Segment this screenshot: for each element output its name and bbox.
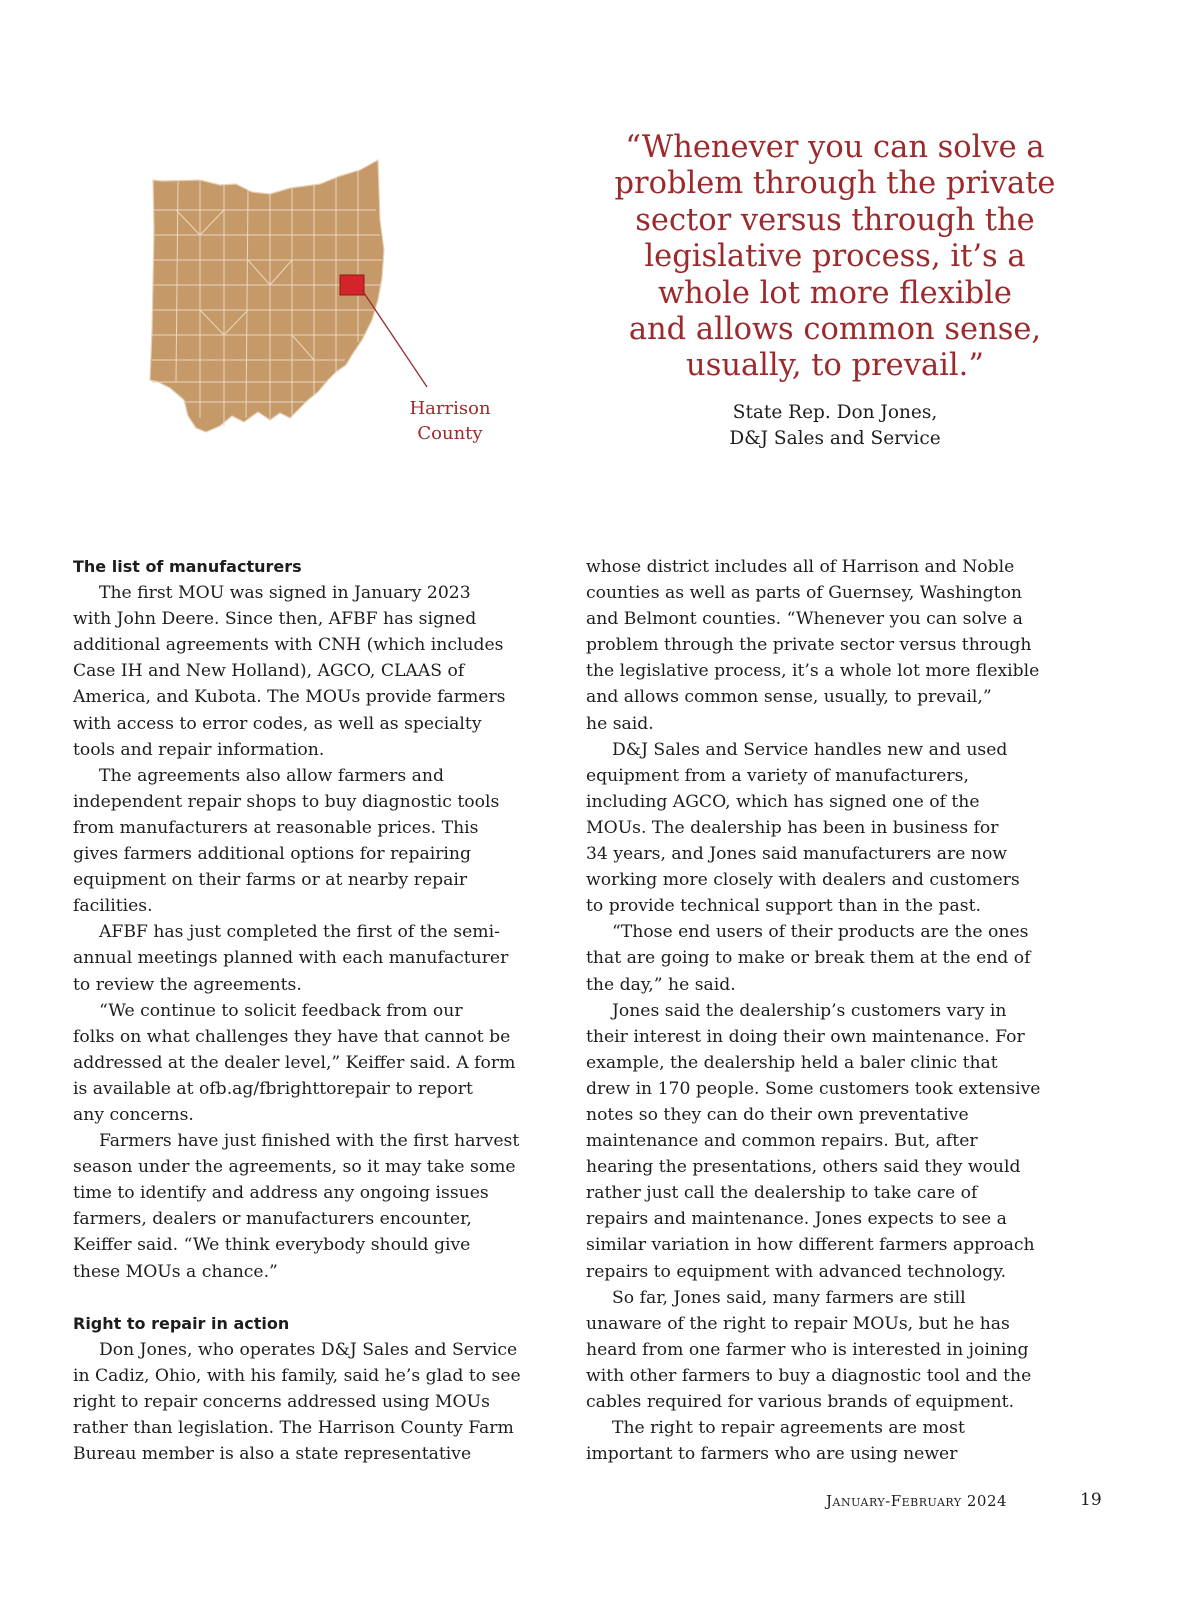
harrison-county-highlight: [340, 275, 364, 295]
body-line: repairs to equipment with advanced technology.: [586, 1261, 1007, 1282]
body-line: America, and Kubota. The MOUs provide farmers: [73, 687, 506, 708]
body-line: Don Jones, who operates D&J Sales and Service: [99, 1339, 518, 1360]
body-line: season under the agreements, so it may take some: [73, 1157, 516, 1178]
body-line: AFBF has just completed the first of the semi-: [99, 922, 500, 943]
body-line: counties as well as parts of Guernsey, Washington: [586, 583, 1023, 604]
body-line: The first MOU was signed in January 2023: [99, 583, 471, 604]
body-line: and allows common sense, usually, to prevail,”: [586, 687, 992, 708]
body-line: Keiffer said. “We think everybody should give: [73, 1235, 471, 1256]
body-line: to provide technical support than in the past.: [586, 896, 981, 917]
body-line: gives farmers additional options for repairing: [73, 844, 471, 865]
body-line: Case IH and New Holland), AGCO, CLAAS of: [73, 661, 465, 682]
section-heading: Right to repair in action: [73, 1313, 290, 1333]
pull-quote-line: usually, to prevail.”: [686, 348, 984, 384]
body-line: example, the dealership held a baler clinic that: [586, 1052, 998, 1073]
issue-date: January-February 2024: [826, 1492, 1008, 1510]
ohio-state-outline: [150, 160, 384, 432]
harrison-callout-line: [362, 290, 427, 387]
body-line: any concerns.: [73, 1104, 194, 1125]
map-label-line: County: [417, 423, 483, 444]
page-number: 19: [1080, 1490, 1102, 1510]
body-line: The right to repair agreements are most: [612, 1418, 965, 1439]
article-column-right: [586, 554, 1061, 1467]
quote-attribution: [640, 400, 1030, 452]
body-line: hearing the presentations, others said they would: [586, 1157, 1021, 1178]
body-line: working more closely with dealers and customers: [586, 870, 1020, 891]
body-line: farmers, dealers or manufacturers encounter,: [73, 1209, 472, 1230]
body-line: rather than legislation. The Harrison County Farm: [73, 1418, 514, 1439]
body-line: and Belmont counties. “Whenever you can solve a: [586, 609, 1023, 630]
pull-quote-line: whole lot more flexible: [658, 275, 1012, 311]
pull-quote: [590, 130, 1080, 385]
map-label-line: Harrison: [409, 398, 491, 419]
body-line: unaware of the right to repair MOUs, but he has: [586, 1313, 1010, 1334]
attribution-line: D&J Sales and Service: [729, 428, 941, 449]
body-line: with other farmers to buy a diagnostic tool and the: [586, 1365, 1032, 1386]
body-line: D&J Sales and Service handles new and used: [612, 739, 1008, 760]
pull-quote-line: problem through the private: [614, 166, 1056, 202]
body-line: Bureau member is also a state representative: [73, 1444, 472, 1465]
body-line: important to farmers who are using newer: [586, 1444, 958, 1465]
harrison-county-label: [390, 396, 510, 446]
body-line: these MOUs a chance.”: [73, 1261, 278, 1282]
body-line: Farmers have just finished with the first harvest: [99, 1131, 520, 1152]
body-line: right to repair concerns addressed using MOUs: [73, 1392, 490, 1412]
pull-quote-line: and allows common sense,: [628, 312, 1042, 348]
body-line: facilities.: [73, 896, 153, 917]
body-line: drew in 170 people. Some customers took extensive: [586, 1078, 1041, 1099]
body-line: addressed at the dealer level,” Keiffer said. A form: [73, 1052, 516, 1073]
body-line: their interest in doing their own maintenance. For: [586, 1026, 1025, 1047]
section-heading: The list of manufacturers: [73, 557, 302, 576]
body-line: repairs and maintenance. Jones expects to see a: [586, 1209, 1007, 1230]
body-line: folks on what challenges they have that cannot be: [73, 1026, 511, 1047]
body-line: time to identify and address any ongoing issues: [73, 1183, 489, 1204]
body-line: The agreements also allow farmers and: [99, 765, 444, 786]
body-line: is available at ofb.ag/fbrighttorepair to report: [73, 1078, 473, 1099]
body-line: rather just call the dealership to take care of: [586, 1183, 978, 1204]
article-column-left: [73, 554, 543, 1467]
body-line: “Those end users of their products are the ones: [612, 922, 1029, 943]
attribution-line: State Rep. Don Jones,: [732, 402, 938, 423]
body-line: he said.: [586, 713, 654, 734]
pull-quote-line: sector versus through the: [635, 202, 1035, 238]
body-line: tools and repair information.: [73, 739, 325, 760]
body-line: from manufacturers at reasonable prices. This: [73, 817, 479, 838]
body-line: annual meetings planned with each manufacturer: [73, 948, 509, 969]
body-line: the day,” he said.: [586, 974, 736, 995]
body-line: including AGCO, which has signed one of the: [586, 791, 980, 812]
body-line: MOUs. The dealership has been in business for: [586, 817, 999, 838]
body-line: “We continue to solicit feedback from our: [99, 1000, 463, 1021]
pull-quote-line: legislative process, it’s a: [644, 239, 1026, 275]
body-line: cables required for various brands of equipment.: [586, 1392, 1015, 1412]
paragraph-gap: [73, 1285, 543, 1311]
body-line: whose district includes all of Harrison and Noble: [586, 557, 1015, 577]
body-line: equipment on their farms or at nearby repair: [73, 870, 468, 891]
body-line: with John Deere. Since then, AFBF has signed: [73, 609, 477, 630]
body-line: So far, Jones said, many farmers are still: [612, 1287, 966, 1308]
body-line: 34 years, and Jones said manufacturers are now: [586, 844, 1008, 865]
body-line: problem through the private sector versus through: [586, 635, 1032, 656]
pull-quote-line: “Whenever you can solve a: [625, 130, 1045, 165]
body-line: equipment from a variety of manufacturers,: [586, 765, 969, 786]
body-line: with access to error codes, as well as specialty: [73, 713, 482, 734]
body-line: notes so they can do their own preventative: [586, 1104, 969, 1125]
body-line: maintenance and common repairs. But, after: [586, 1131, 978, 1152]
body-line: independent repair shops to buy diagnostic tools: [73, 791, 500, 812]
body-line: that are going to make or break them at the end of: [586, 948, 1031, 969]
body-line: in Cadiz, Ohio, with his family, said he’s glad to see: [73, 1365, 521, 1386]
body-line: similar variation in how different farmers approach: [586, 1235, 1035, 1256]
body-line: to review the agreements.: [73, 974, 302, 995]
body-line: the legislative process, it’s a whole lot more flexible: [586, 661, 1040, 682]
body-line: additional agreements with CNH (which includes: [73, 635, 504, 656]
body-line: heard from one farmer who is interested in joining: [586, 1339, 1029, 1360]
body-line: Jones said the dealership’s customers vary in: [612, 1000, 1007, 1021]
